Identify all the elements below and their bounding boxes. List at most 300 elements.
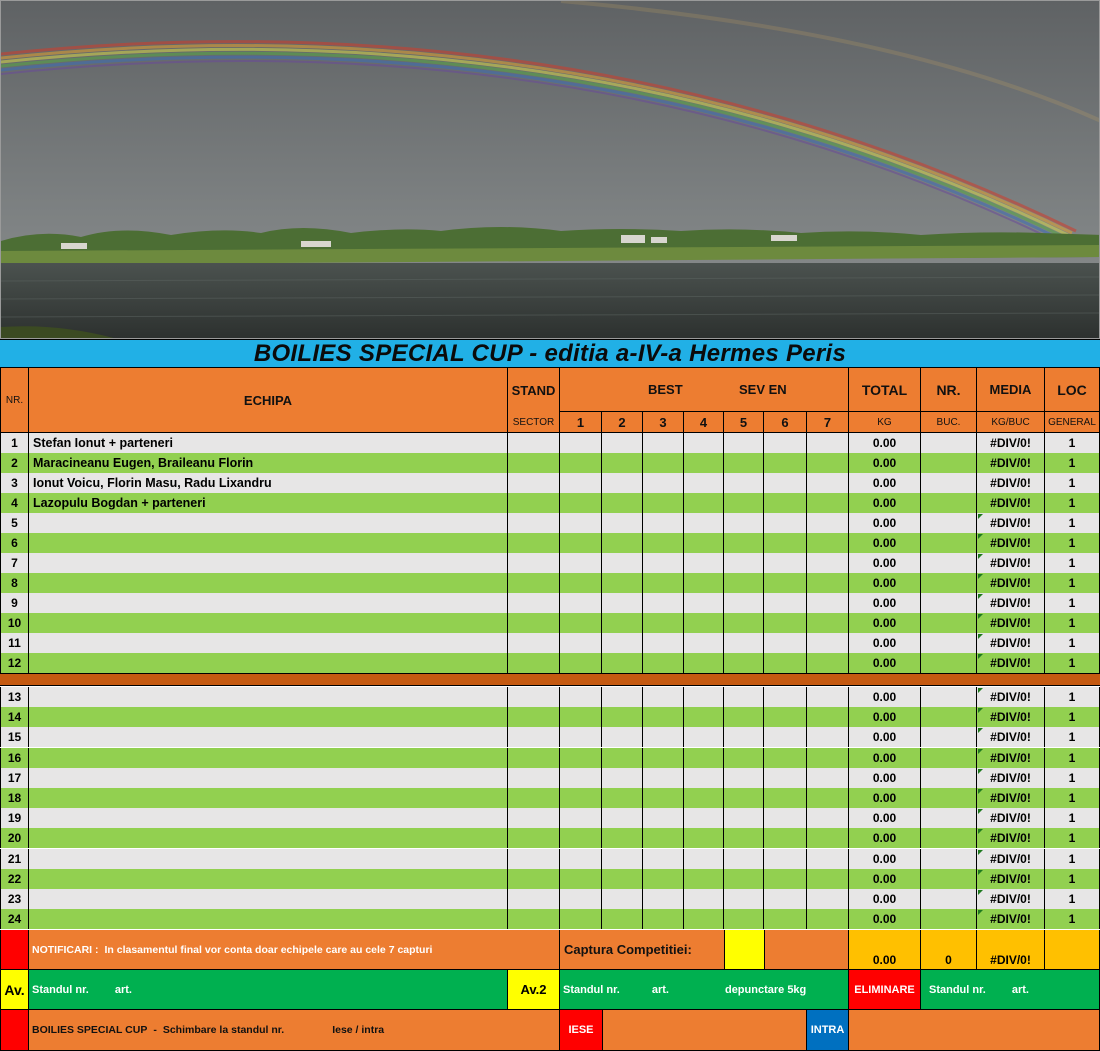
row-team (29, 788, 508, 808)
row-capture-7[interactable] (807, 573, 849, 593)
row-media: #DIV/0! (977, 788, 1045, 808)
row-capture-6[interactable] (764, 727, 807, 747)
row-stand[interactable] (508, 433, 560, 453)
row-buc[interactable] (921, 633, 977, 653)
row-loc: 1 (1045, 869, 1100, 889)
standul-row-1[interactable] (29, 970, 508, 1010)
row-media: #DIV/0! (977, 727, 1045, 747)
row-capture-3[interactable] (643, 869, 684, 889)
row-capture-6[interactable] (764, 593, 807, 613)
sum-loc (1045, 930, 1100, 970)
row-capture-6[interactable] (764, 533, 807, 553)
row-total: 0.00 (849, 473, 921, 493)
row-capture-2[interactable] (602, 788, 643, 808)
row-capture-7[interactable] (807, 613, 849, 633)
row-capture-1[interactable] (560, 788, 602, 808)
row-capture-4[interactable] (684, 513, 724, 533)
row-capture-5[interactable] (724, 869, 764, 889)
row-capture-7[interactable] (807, 453, 849, 473)
row-loc: 1 (1045, 889, 1100, 909)
row-capture-3[interactable] (643, 748, 684, 768)
table-row (0, 473, 1100, 493)
row-stand[interactable] (508, 788, 560, 808)
row-stand[interactable] (508, 768, 560, 788)
row-team (29, 573, 508, 593)
row-capture-5[interactable] (724, 788, 764, 808)
row-total: 0.00 (849, 748, 921, 768)
row-media: #DIV/0! (977, 653, 1045, 673)
row-nr: 4 (0, 493, 29, 513)
captura-value-cell[interactable] (765, 930, 849, 970)
row-capture-7[interactable] (807, 768, 849, 788)
row-capture-7[interactable] (807, 889, 849, 909)
row-capture-4[interactable] (684, 573, 724, 593)
row-capture-4[interactable] (684, 493, 724, 513)
sum-media: #DIV/0! (977, 930, 1045, 970)
row-stand[interactable] (508, 687, 560, 707)
row-stand[interactable] (508, 707, 560, 727)
row-capture-1[interactable] (560, 453, 602, 473)
row-capture-5[interactable] (724, 889, 764, 909)
row-capture-4[interactable] (684, 788, 724, 808)
row-capture-2[interactable] (602, 613, 643, 633)
row-capture-1[interactable] (560, 613, 602, 633)
row-total: 0.00 (849, 593, 921, 613)
row-buc[interactable] (921, 849, 977, 869)
row-buc[interactable] (921, 533, 977, 553)
row-capture-4[interactable] (684, 553, 724, 573)
row-capture-3[interactable] (643, 849, 684, 869)
row-capture-4[interactable] (684, 828, 724, 848)
row-capture-1[interactable] (560, 653, 602, 673)
row-capture-7[interactable] (807, 869, 849, 889)
iese-label: IESE (560, 1010, 603, 1051)
row-capture-3[interactable] (643, 828, 684, 848)
row-capture-2[interactable] (602, 768, 643, 788)
row-capture-2[interactable] (602, 653, 643, 673)
captura-label: Captura Competitiei: (560, 930, 725, 970)
row-capture-4[interactable] (684, 748, 724, 768)
row-loc: 1 (1045, 493, 1100, 513)
row-capture-1[interactable] (560, 633, 602, 653)
header-capture-3: 3 (643, 412, 684, 433)
row-capture-6[interactable] (764, 889, 807, 909)
dash-label: - (153, 1024, 157, 1036)
row-loc: 1 (1045, 473, 1100, 493)
table-row (0, 573, 1100, 593)
row-capture-3[interactable] (643, 788, 684, 808)
row-capture-6[interactable] (764, 687, 807, 707)
row-loc: 1 (1045, 768, 1100, 788)
row-nr: 19 (0, 808, 29, 828)
row-capture-2[interactable] (602, 849, 643, 869)
row-capture-3[interactable] (643, 593, 684, 613)
row-capture-6[interactable] (764, 748, 807, 768)
row-capture-5[interactable] (724, 533, 764, 553)
row-capture-5[interactable] (724, 828, 764, 848)
row-buc[interactable] (921, 613, 977, 633)
row-capture-6[interactable] (764, 909, 807, 929)
row-capture-6[interactable] (764, 788, 807, 808)
lake-rainbow-image (1, 1, 1100, 339)
row-capture-2[interactable] (602, 493, 643, 513)
intra-value-cell[interactable] (849, 1010, 1100, 1051)
row-capture-2[interactable] (602, 828, 643, 848)
row-capture-6[interactable] (764, 453, 807, 473)
schimbare-row[interactable] (29, 1010, 560, 1051)
row-capture-2[interactable] (602, 909, 643, 929)
table-row (0, 808, 1100, 828)
row-total: 0.00 (849, 493, 921, 513)
row-capture-5[interactable] (724, 493, 764, 513)
row-capture-5[interactable] (724, 768, 764, 788)
row-capture-5[interactable] (724, 808, 764, 828)
row-buc[interactable] (921, 513, 977, 533)
row-capture-4[interactable] (684, 909, 724, 929)
row-capture-4[interactable] (684, 768, 724, 788)
row-buc[interactable] (921, 653, 977, 673)
row-capture-2[interactable] (602, 573, 643, 593)
row-buc[interactable] (921, 788, 977, 808)
row-capture-2[interactable] (602, 633, 643, 653)
row-capture-5[interactable] (724, 909, 764, 929)
row-capture-4[interactable] (684, 849, 724, 869)
row-capture-6[interactable] (764, 493, 807, 513)
row-capture-5[interactable] (724, 473, 764, 493)
row-team (29, 889, 508, 909)
row-capture-2[interactable] (602, 707, 643, 727)
row-capture-5[interactable] (724, 849, 764, 869)
row-capture-7[interactable] (807, 493, 849, 513)
row-capture-3[interactable] (643, 687, 684, 707)
row-capture-1[interactable] (560, 889, 602, 909)
row-capture-1[interactable] (560, 473, 602, 493)
row-team (29, 707, 508, 727)
row-capture-1[interactable] (560, 909, 602, 929)
row-stand[interactable] (508, 653, 560, 673)
row-capture-3[interactable] (643, 453, 684, 473)
row-team: Lazopulu Bogdan + parteneri (29, 493, 508, 513)
row-capture-2[interactable] (602, 533, 643, 553)
row-capture-2[interactable] (602, 808, 643, 828)
row-capture-5[interactable] (724, 573, 764, 593)
row-media: #DIV/0! (977, 869, 1045, 889)
row-capture-6[interactable] (764, 433, 807, 453)
row-capture-4[interactable] (684, 653, 724, 673)
row-capture-3[interactable] (643, 727, 684, 747)
row-buc[interactable] (921, 727, 977, 747)
row-capture-6[interactable] (764, 633, 807, 653)
row-capture-5[interactable] (724, 707, 764, 727)
row-capture-4[interactable] (684, 869, 724, 889)
row-total: 0.00 (849, 513, 921, 533)
row-media: #DIV/0! (977, 748, 1045, 768)
row-buc[interactable] (921, 828, 977, 848)
row-stand[interactable] (508, 727, 560, 747)
row-capture-3[interactable] (643, 909, 684, 929)
row-capture-4[interactable] (684, 613, 724, 633)
header-capture-2: 2 (602, 412, 643, 433)
row-capture-6[interactable] (764, 653, 807, 673)
row-capture-7[interactable] (807, 513, 849, 533)
row-stand[interactable] (508, 533, 560, 553)
table-row (0, 593, 1100, 613)
row-capture-7[interactable] (807, 553, 849, 573)
row-team (29, 513, 508, 533)
row-total: 0.00 (849, 573, 921, 593)
row-capture-5[interactable] (724, 593, 764, 613)
row-capture-3[interactable] (643, 889, 684, 909)
table-row (0, 748, 1100, 768)
row-buc[interactable] (921, 808, 977, 828)
row-capture-6[interactable] (764, 869, 807, 889)
row-capture-2[interactable] (602, 473, 643, 493)
captura-yellow-cell[interactable] (725, 930, 765, 970)
row-capture-5[interactable] (724, 433, 764, 453)
row-buc[interactable] (921, 493, 977, 513)
row-capture-7[interactable] (807, 727, 849, 747)
iese-intra-label: Iese / intra (332, 1024, 385, 1036)
row-capture-6[interactable] (764, 808, 807, 828)
row-capture-7[interactable] (807, 473, 849, 493)
row-capture-1[interactable] (560, 573, 602, 593)
row-capture-2[interactable] (602, 513, 643, 533)
row-media: #DIV/0! (977, 828, 1045, 848)
row-buc[interactable] (921, 433, 977, 453)
row-total: 0.00 (849, 707, 921, 727)
row-capture-6[interactable] (764, 513, 807, 533)
row-nr: 7 (0, 553, 29, 573)
table-row (0, 889, 1100, 909)
row-capture-5[interactable] (724, 748, 764, 768)
row-capture-2[interactable] (602, 433, 643, 453)
row-nr: 9 (0, 593, 29, 613)
row-capture-3[interactable] (643, 633, 684, 653)
row-stand[interactable] (508, 909, 560, 929)
row-capture-7[interactable] (807, 433, 849, 453)
row-capture-4[interactable] (684, 808, 724, 828)
header-nr: NR. (0, 368, 29, 433)
table-row (0, 849, 1100, 869)
row-capture-6[interactable] (764, 828, 807, 848)
table-row (0, 869, 1100, 889)
row-stand[interactable] (508, 493, 560, 513)
row-loc: 1 (1045, 533, 1100, 553)
row-capture-2[interactable] (602, 687, 643, 707)
row-media: #DIV/0! (977, 473, 1045, 493)
table-row (0, 453, 1100, 473)
row-buc[interactable] (921, 473, 977, 493)
row-capture-5[interactable] (724, 727, 764, 747)
row-stand[interactable] (508, 453, 560, 473)
row-capture-3[interactable] (643, 473, 684, 493)
row-capture-7[interactable] (807, 533, 849, 553)
row-capture-4[interactable] (684, 633, 724, 653)
row-nr: 10 (0, 613, 29, 633)
row-capture-1[interactable] (560, 493, 602, 513)
row-capture-5[interactable] (724, 653, 764, 673)
row-capture-7[interactable] (807, 828, 849, 848)
row-buc[interactable] (921, 768, 977, 788)
row-capture-4[interactable] (684, 707, 724, 727)
row-buc[interactable] (921, 593, 977, 613)
art-label-3: art. (1011, 983, 1029, 996)
row-capture-7[interactable] (807, 909, 849, 929)
row-capture-2[interactable] (602, 553, 643, 573)
row-capture-1[interactable] (560, 433, 602, 453)
row-stand[interactable] (508, 593, 560, 613)
row-capture-1[interactable] (560, 513, 602, 533)
row-capture-1[interactable] (560, 808, 602, 828)
row-stand[interactable] (508, 889, 560, 909)
row-capture-7[interactable] (807, 707, 849, 727)
row-total: 0.00 (849, 653, 921, 673)
header-loc: LOC (1045, 368, 1100, 412)
row-capture-2[interactable] (602, 727, 643, 747)
row-stand[interactable] (508, 473, 560, 493)
row-capture-3[interactable] (643, 768, 684, 788)
row-buc[interactable] (921, 707, 977, 727)
row-capture-7[interactable] (807, 593, 849, 613)
row-capture-6[interactable] (764, 613, 807, 633)
row-nr: 17 (0, 768, 29, 788)
row-capture-4[interactable] (684, 433, 724, 453)
row-total: 0.00 (849, 613, 921, 633)
row-nr: 16 (0, 748, 29, 768)
row-capture-1[interactable] (560, 707, 602, 727)
row-capture-5[interactable] (724, 613, 764, 633)
row-media: #DIV/0! (977, 889, 1045, 909)
row-stand[interactable] (508, 573, 560, 593)
row-capture-3[interactable] (643, 493, 684, 513)
row-capture-5[interactable] (724, 633, 764, 653)
row-buc[interactable] (921, 748, 977, 768)
table-row (0, 727, 1100, 747)
row-capture-7[interactable] (807, 788, 849, 808)
row-stand[interactable] (508, 513, 560, 533)
row-capture-1[interactable] (560, 849, 602, 869)
row-team (29, 533, 508, 553)
row-capture-7[interactable] (807, 748, 849, 768)
row-capture-4[interactable] (684, 473, 724, 493)
row-buc[interactable] (921, 573, 977, 593)
row-loc: 1 (1045, 748, 1100, 768)
row-nr: 8 (0, 573, 29, 593)
row-total: 0.00 (849, 687, 921, 707)
row-capture-1[interactable] (560, 553, 602, 573)
row-capture-5[interactable] (724, 513, 764, 533)
row-team (29, 849, 508, 869)
row-capture-1[interactable] (560, 533, 602, 553)
row-capture-7[interactable] (807, 687, 849, 707)
row-capture-3[interactable] (643, 553, 684, 573)
row-capture-4[interactable] (684, 687, 724, 707)
row-capture-5[interactable] (724, 687, 764, 707)
row-stand[interactable] (508, 553, 560, 573)
row-stand[interactable] (508, 849, 560, 869)
row-capture-3[interactable] (643, 653, 684, 673)
page-title: BOILIES SPECIAL CUP - editia a-IV-a Hermes Peris (253, 339, 847, 367)
row-team: Stefan Ionut + parteneri (29, 433, 508, 453)
row-buc[interactable] (921, 889, 977, 909)
row-total: 0.00 (849, 633, 921, 653)
row-capture-1[interactable] (560, 593, 602, 613)
row-capture-5[interactable] (724, 453, 764, 473)
row-stand[interactable] (508, 613, 560, 633)
row-capture-3[interactable] (643, 513, 684, 533)
row-buc[interactable] (921, 687, 977, 707)
row-capture-2[interactable] (602, 593, 643, 613)
row-capture-3[interactable] (643, 573, 684, 593)
row-capture-4[interactable] (684, 889, 724, 909)
row-capture-1[interactable] (560, 828, 602, 848)
row-stand[interactable] (508, 748, 560, 768)
row-capture-6[interactable] (764, 473, 807, 493)
row-capture-7[interactable] (807, 653, 849, 673)
row-media: #DIV/0! (977, 593, 1045, 613)
row-capture-4[interactable] (684, 453, 724, 473)
row-capture-6[interactable] (764, 849, 807, 869)
row-capture-1[interactable] (560, 727, 602, 747)
row-capture-4[interactable] (684, 593, 724, 613)
row-capture-4[interactable] (684, 533, 724, 553)
row-capture-6[interactable] (764, 553, 807, 573)
row-buc[interactable] (921, 909, 977, 929)
row-capture-3[interactable] (643, 433, 684, 453)
av-label: Av. (0, 970, 29, 1010)
row-nr: 23 (0, 889, 29, 909)
row-capture-7[interactable] (807, 808, 849, 828)
row-capture-1[interactable] (560, 687, 602, 707)
iese-value-cell[interactable] (603, 1010, 807, 1051)
row-buc[interactable] (921, 869, 977, 889)
row-capture-3[interactable] (643, 613, 684, 633)
row-team (29, 909, 508, 929)
row-stand[interactable] (508, 869, 560, 889)
row-stand[interactable] (508, 808, 560, 828)
row-media: #DIV/0! (977, 433, 1045, 453)
row-nr: 3 (0, 473, 29, 493)
row-capture-2[interactable] (602, 869, 643, 889)
row-capture-5[interactable] (724, 553, 764, 573)
row-capture-6[interactable] (764, 573, 807, 593)
row-loc: 1 (1045, 788, 1100, 808)
row-capture-7[interactable] (807, 849, 849, 869)
row-stand[interactable] (508, 828, 560, 848)
row-buc[interactable] (921, 553, 977, 573)
row-buc[interactable] (921, 453, 977, 473)
row-capture-1[interactable] (560, 768, 602, 788)
row-capture-3[interactable] (643, 533, 684, 553)
row-capture-2[interactable] (602, 748, 643, 768)
row-stand[interactable] (508, 633, 560, 653)
row-total: 0.00 (849, 453, 921, 473)
row-capture-1[interactable] (560, 748, 602, 768)
row-capture-4[interactable] (684, 727, 724, 747)
sum-total: 0.00 (849, 930, 921, 970)
standul-row-3[interactable] (921, 970, 1100, 1010)
row-capture-6[interactable] (764, 768, 807, 788)
row-capture-3[interactable] (643, 707, 684, 727)
row-capture-6[interactable] (764, 707, 807, 727)
row-capture-2[interactable] (602, 453, 643, 473)
table-row (0, 533, 1100, 553)
row-capture-2[interactable] (602, 889, 643, 909)
row-capture-1[interactable] (560, 869, 602, 889)
standul-row-2[interactable] (560, 970, 849, 1010)
row-capture-3[interactable] (643, 808, 684, 828)
row-capture-7[interactable] (807, 633, 849, 653)
